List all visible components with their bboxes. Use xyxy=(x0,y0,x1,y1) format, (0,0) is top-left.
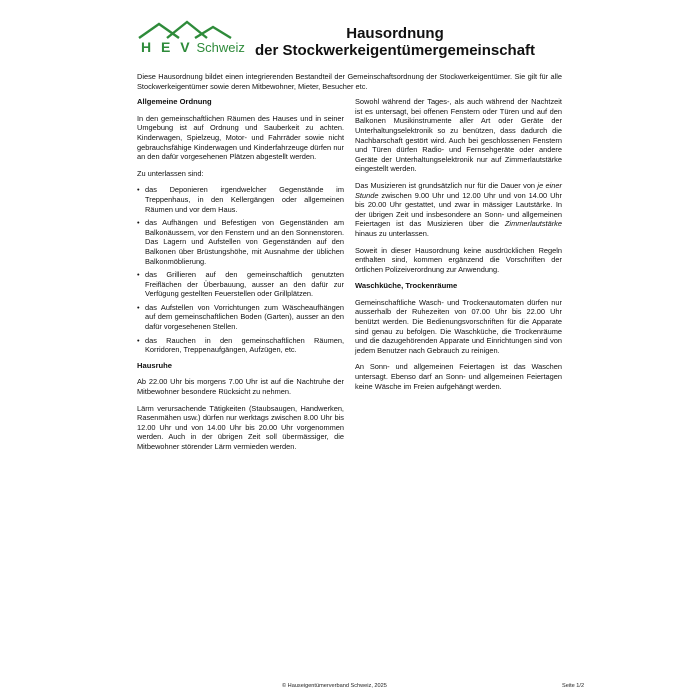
two-column-layout xyxy=(137,97,562,458)
document-body xyxy=(137,72,562,459)
title-line-1: Hausordnung xyxy=(346,25,444,42)
paragraph: Zu unterlassen sind: xyxy=(137,168,204,178)
page-title xyxy=(250,25,540,59)
title-line-2: der Stockwerkeigentümergemeinschaft xyxy=(254,42,536,59)
list-item: • das Aufstellen von Vorrichtungen zum Wäscheaufhängen auf dem gemeinschaftlichen Boden (Garten), ausser an den dafür vorgesehenen Stellen. xyxy=(137,303,344,332)
paragraph: In den gemeinschaftlichen Räumen des Hauses und in seiner Umgebung ist auf Ordnung und Sauberkeit zu achten. Kinderwagen, Spielzeug, Motor- und Fahrräder sowie nicht gebrauchsfähige Kinderwagen und Kinderfahrzeuge dürfen nur an den dafür vorgesehenen Plätzen abgestellt werden. xyxy=(137,113,344,162)
prohibitions-list xyxy=(137,185,344,355)
heading-waschkueche: Waschküche, Trockenräume xyxy=(355,281,458,291)
copyright-notice: © Hauseigentümerverband Schweiz, 2025 xyxy=(282,683,387,689)
hev-logo xyxy=(137,18,245,62)
list-item: • das Aufhängen und Befestigen von Gegenständen am Balkonäussern, vor den Fenstern und an den Sonnenstoren. Das Lagern und Aufstellen von Gegenständen auf den Balkonen über Brüstungshöhe, mit Ausnahme der üblichen Balkonmöblierung. xyxy=(137,218,344,266)
paragraph: Sowohl während der Tages-, als auch während der Nachtzeit ist es untersagt, bei offenen Fenstern oder Türen und auf den Balkonen Musikinstrumente aller Art oder Geräte der Unterhaltungselektronik so zu benützen, dass dadurch die Nachbarschaft gestört wird. Auch bei geschlossenen Fenstern und Türen dürfen Radio- und Fernsehgeräte oder andere Geräte der Unterhaltungselektronik nur auf Zimmerlautstärke eingestellt werden. xyxy=(355,97,562,174)
paragraph: Gemeinschaftliche Wasch- und Trockenautomaten dürfen nur ausserhalb der Ruhezeiten von 07.00 Uhr bis 22.00 Uhr benützt werden. Die Bedienungsvorschriften für die Apparate sind genau zu befolgen. Die Waschküche, die Trockenräume und die dazugehörenden Apparate und Einrichtungen sind von jedem Benutzer nach Gebrauch zu reinigen. xyxy=(355,297,562,355)
paragraph: Soweit in dieser Hausordnung keine ausdrücklichen Regeln enthalten sind, kommen ergänzend die Vorschriften der örtlichen Polizeiverordnung zur Anwendung. xyxy=(355,245,562,274)
text-run: zwischen 9.00 Uhr und 12.00 Uhr und von 14.00 Uhr bis 20.00 Uhr gestattet, und zwar in mässiger Lautstärke. In der übrigen Zeit und insbesondere an Sonn- und allgemeinen Feiertagen ist das Musizieren über die xyxy=(355,190,562,229)
text-run: hinaus zu unterlassen. xyxy=(355,228,429,238)
heading-hausruhe: Hausruhe xyxy=(137,360,173,370)
emphasis: je einer Stunde xyxy=(355,180,562,200)
intro-paragraph: Diese Hausordnung bildet einen integrierenden Bestandteil der Gemeinschaftsordnung der Stockwerkeigentümer. Sie gilt für alle Stockwerkeigentümer sowie deren Mitbewohner, Mieter, Besucher etc. xyxy=(137,72,562,91)
right-column xyxy=(355,97,562,398)
paragraph: An Sonn- und allgemeinen Feiertagen ist das Waschen untersagt. Ebenso darf an Sonn- und allgemeinen Feiertagen keine Wäsche im Freien aufgehängt werden. xyxy=(355,362,562,391)
paragraph-musizieren xyxy=(355,181,562,239)
list-item: • das Rauchen in den gemeinschaftlichen Räumen, Korridoren, Treppenaufgängen, Aufzügen, etc. xyxy=(137,336,344,355)
page-number: Seite 1/2 xyxy=(562,683,585,689)
list-item: • das Grillieren auf den gemeinschaftlich genutzten Freiflächen der Überbauung, ausser an den dafür zur Verfügung gestellten Feuerstellen oder Grillplätzen. xyxy=(137,270,344,299)
paragraph: Lärm verursachende Tätigkeiten (Staubsaugen, Handwerken, Rasenmähen usw.) dürfen nur werktags zwischen 8.00 Uhr bis 12.00 Uhr und von 14.00 Uhr bis 20.00 Uhr vorgenommen werden. Auch in der übrigen Zeit soll übermässiger, die Mitbewohner störender Lärm vermieden werden. xyxy=(137,403,344,451)
paragraph: Ab 22.00 Uhr bis morgens 7.00 Uhr ist auf die Nachtruhe der Mitbewohner besondere Rücksicht zu nehmen. xyxy=(137,377,344,397)
logo-word: Schweiz xyxy=(196,40,245,55)
heading-allgemeine-ordnung: Allgemeine Ordnung xyxy=(137,97,212,107)
list-item: • das Deponieren irgendwelcher Gegenstände im Treppenhaus, in den Kellergängen oder allgemeinen Räumen und vor dem Haus. xyxy=(137,185,344,214)
emphasis: Zimmerlautstärke xyxy=(504,219,562,229)
logo-abbreviation: H E V xyxy=(141,39,193,55)
left-column xyxy=(137,97,344,458)
text-run: Das Musizieren ist grundsätzlich nur für die Dauer von xyxy=(355,180,538,190)
